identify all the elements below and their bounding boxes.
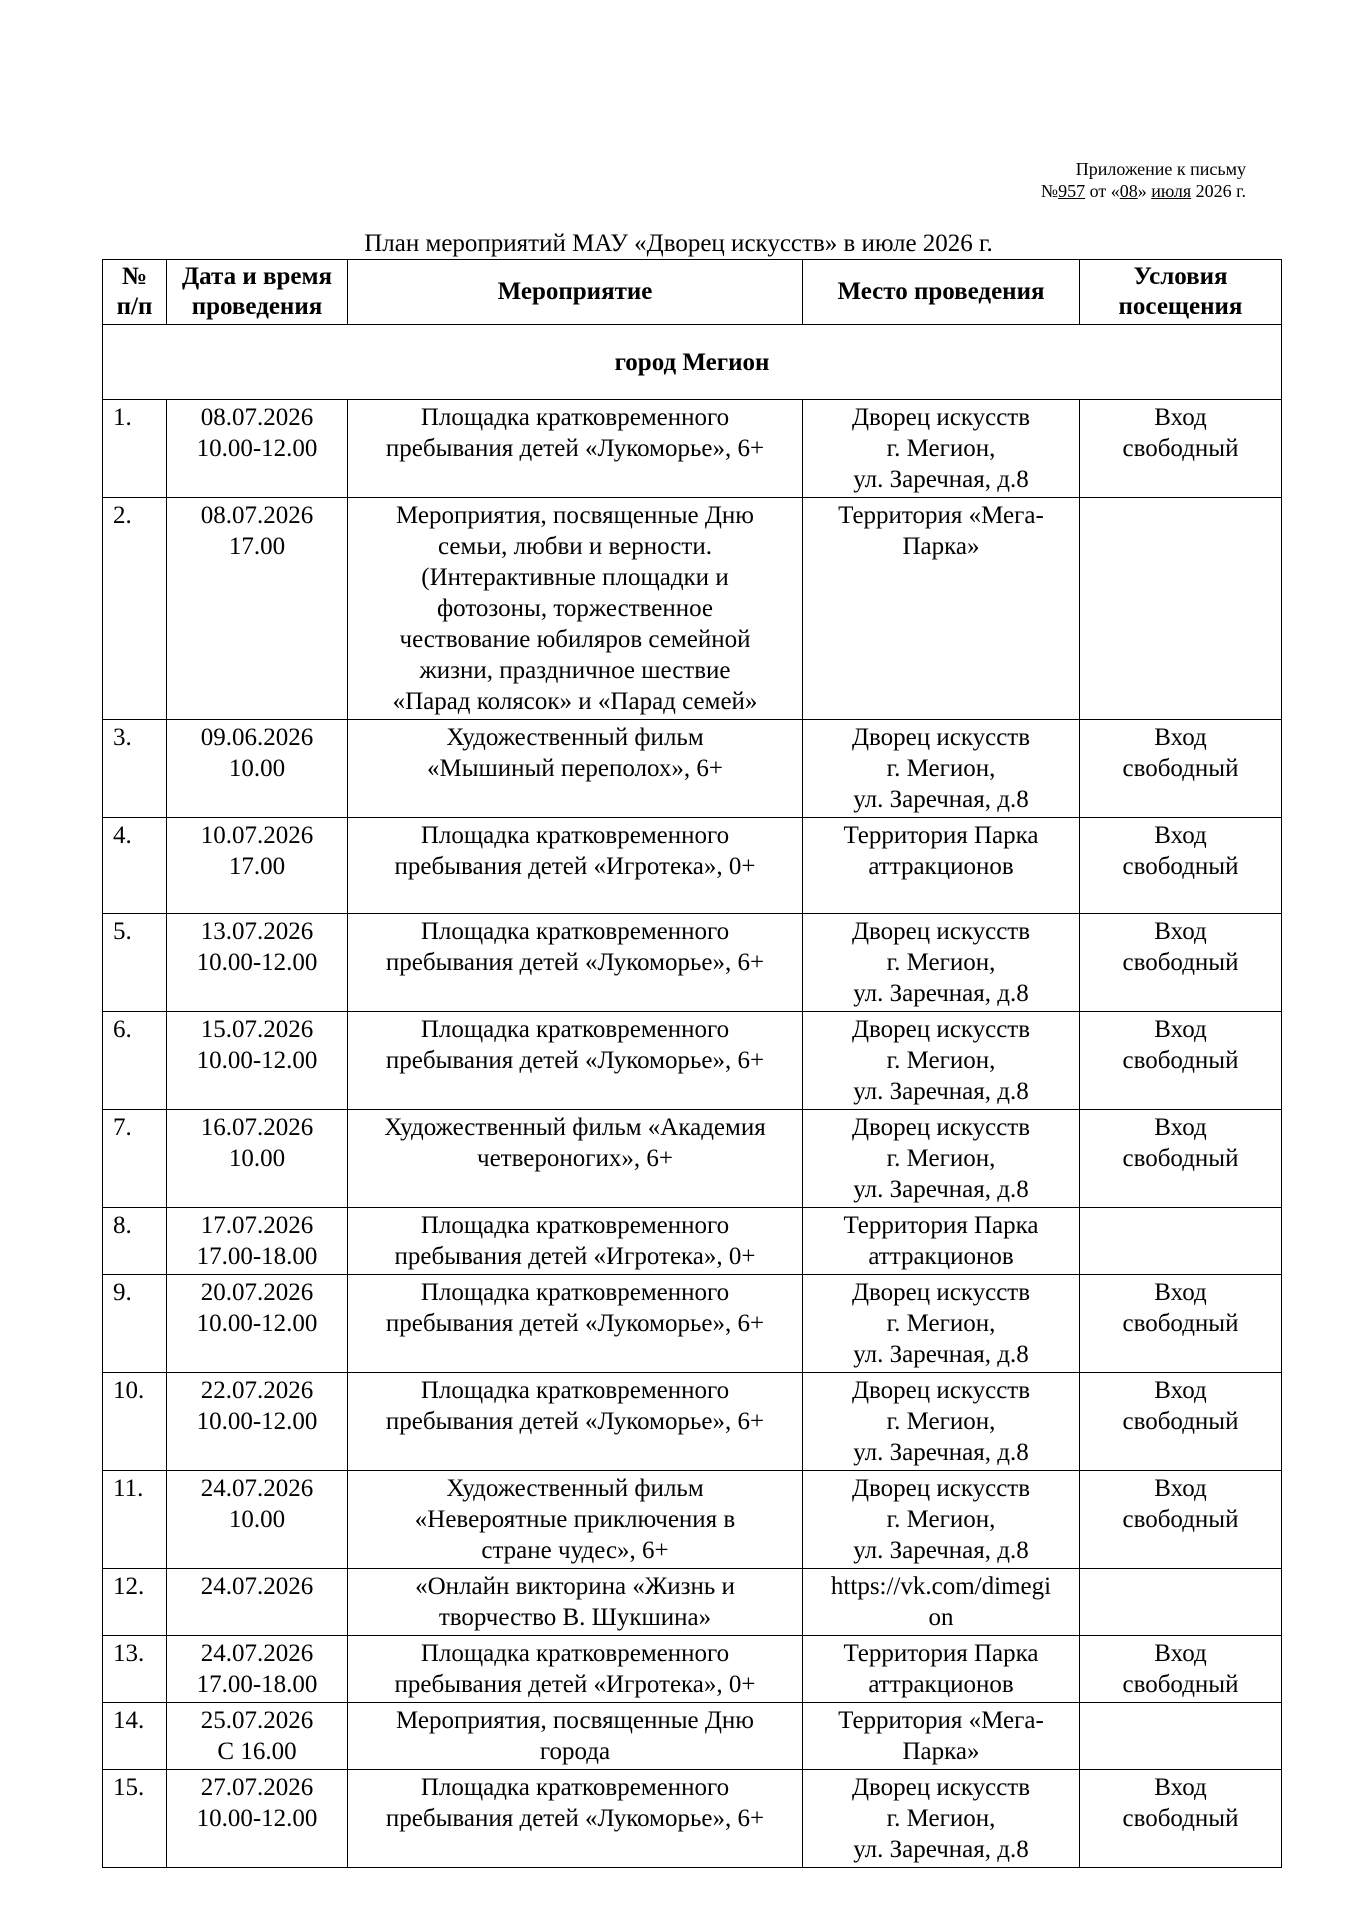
section-row	[103, 325, 1282, 400]
cell-place-line: Территория «Мега-	[838, 502, 1044, 529]
cell-conditions	[1080, 720, 1282, 818]
cell-conditions	[1080, 1373, 1282, 1471]
cell-event-line: Площадка кратковременного	[420, 822, 730, 849]
cell-place	[803, 1569, 1080, 1636]
cell-place-line: г. Мегион,	[886, 1047, 996, 1074]
cell-place-line: Территория «Мега-	[838, 1707, 1044, 1734]
cell-conditions-line: свободный	[1122, 1047, 1239, 1074]
letter-number-prefix: №	[1040, 181, 1059, 201]
cell-conditions-line: свободный	[1122, 755, 1239, 782]
cell-date-line: 13.07.2026	[200, 918, 314, 945]
cell-place	[803, 1110, 1080, 1208]
cell-date-line: 10.00-12.00	[196, 1805, 318, 1832]
cell-place-line: Территория Парка	[843, 1212, 1039, 1239]
cell-num: 8.	[103, 1208, 167, 1275]
cell-place-line: ул. Заречная, д.8	[853, 1176, 1029, 1203]
cell-event-line: творчество В. Шукшина»	[438, 1604, 712, 1631]
cell-event-line: пребывания детей «Лукоморье», 6+	[385, 435, 765, 462]
cell-date-line: 17.00	[228, 533, 286, 560]
cell-conditions	[1080, 1275, 1282, 1373]
cell-conditions-line: Вход	[1154, 1016, 1207, 1043]
cell-conditions-line: свободный	[1122, 435, 1239, 462]
cell-date-line: 17.07.2026	[200, 1212, 314, 1239]
cell-conditions	[1080, 1110, 1282, 1208]
cell-event-line: «Онлайн викторина «Жизнь и	[415, 1573, 735, 1600]
cell-num: 9.	[103, 1275, 167, 1373]
cell-conditions-line: свободный	[1122, 949, 1239, 976]
cell-conditions-line: свободный	[1122, 1310, 1239, 1337]
table-row	[103, 498, 1282, 720]
cell-place	[803, 720, 1080, 818]
letter-day: 08	[1119, 181, 1138, 201]
cell-place-line: ул. Заречная, д.8	[853, 980, 1029, 1007]
cell-place-line: Дворец искусств	[851, 1114, 1031, 1141]
cell-date	[167, 498, 348, 720]
cell-event-line: Площадка кратковременного	[420, 1774, 730, 1801]
cell-date	[167, 1569, 348, 1636]
cell-event-line: Площадка кратковременного	[420, 1640, 730, 1667]
cell-date-line: 24.07.2026	[200, 1475, 314, 1502]
cell-event	[348, 1636, 803, 1703]
document-title: План мероприятий МАУ «Дворец искусств» в июле 2026 г.	[364, 230, 993, 257]
cell-num: 1.	[103, 400, 167, 498]
cell-date-line: 17.00-18.00	[196, 1671, 318, 1698]
letter-number: 957	[1058, 181, 1086, 201]
cell-date	[167, 1275, 348, 1373]
cell-date	[167, 1703, 348, 1770]
cell-date-line: 25.07.2026	[200, 1707, 314, 1734]
cell-event-line: пребывания детей «Игротека», 0+	[394, 1243, 756, 1270]
cell-date	[167, 1636, 348, 1703]
cell-date-line: 10.00-12.00	[196, 1310, 318, 1337]
cell-place	[803, 1770, 1080, 1868]
cell-num: 11.	[103, 1471, 167, 1569]
cell-event	[348, 1703, 803, 1770]
cell-conditions	[1080, 400, 1282, 498]
header-date-line: проведения	[191, 293, 323, 320]
header-conditions-line: Условия	[1133, 263, 1228, 290]
cell-conditions	[1080, 818, 1282, 914]
header-conditions	[1080, 260, 1282, 325]
table-row	[103, 1471, 1282, 1569]
table-row	[103, 1373, 1282, 1471]
cell-event-line: стране чудес», 6+	[481, 1537, 669, 1564]
cell-event-line: Площадка кратковременного	[420, 1279, 730, 1306]
cell-event-line: пребывания детей «Лукоморье», 6+	[385, 1805, 765, 1832]
cell-date-line: 10.00-12.00	[196, 435, 318, 462]
cell-num: 14.	[103, 1703, 167, 1770]
header-event: Мероприятие	[348, 260, 803, 325]
cell-place-line: Дворец искусств	[851, 1279, 1031, 1306]
header-date	[167, 260, 348, 325]
cell-date	[167, 1208, 348, 1275]
letter-from-word: от «	[1085, 181, 1120, 201]
table-row	[103, 1110, 1282, 1208]
table-row	[103, 1012, 1282, 1110]
cell-conditions-line: свободный	[1122, 1805, 1239, 1832]
cell-event	[348, 1110, 803, 1208]
cell-date-line: 08.07.2026	[200, 404, 314, 431]
cell-event-line: пребывания детей «Лукоморье», 6+	[385, 1310, 765, 1337]
cell-event-line: Художественный фильм «Академия	[384, 1114, 766, 1141]
cell-event	[348, 914, 803, 1012]
appendix-line: Приложение к письму	[1075, 159, 1246, 179]
cell-conditions	[1080, 1471, 1282, 1569]
cell-place-line: Дворец искусств	[851, 1475, 1031, 1502]
header-num-line: №	[121, 263, 148, 290]
section-title: город Мегион	[103, 325, 1282, 400]
table-header-row	[103, 260, 1282, 325]
cell-num: 2.	[103, 498, 167, 720]
cell-place-line: on	[928, 1604, 954, 1631]
cell-conditions-line: свободный	[1122, 1671, 1239, 1698]
cell-conditions-line: Вход	[1154, 1114, 1207, 1141]
cell-event	[348, 1275, 803, 1373]
cell-conditions-line: свободный	[1122, 1506, 1239, 1533]
cell-num: 7.	[103, 1110, 167, 1208]
cell-event-line: Художественный фильм	[446, 724, 704, 751]
appendix-note	[1041, 158, 1246, 202]
cell-place-line: Парка»	[902, 1738, 980, 1765]
cell-place-line: ул. Заречная, д.8	[853, 1836, 1029, 1863]
cell-event-line: Мероприятия, посвященные Дню	[396, 1707, 754, 1734]
cell-date	[167, 1373, 348, 1471]
cell-event-line: семьи, любви и верности.	[438, 533, 712, 560]
cell-place-line: https://vk.com/dimegi	[830, 1573, 1052, 1600]
cell-num: 15.	[103, 1770, 167, 1868]
cell-date-line: 10.07.2026	[200, 822, 314, 849]
cell-conditions-line: Вход	[1154, 1377, 1207, 1404]
cell-place-line: ул. Заречная, д.8	[853, 1439, 1029, 1466]
cell-place-line: аттракционов	[868, 1243, 1014, 1270]
cell-place-line: ул. Заречная, д.8	[853, 786, 1029, 813]
table-row	[103, 400, 1282, 498]
cell-conditions	[1080, 1636, 1282, 1703]
cell-date-line: 08.07.2026	[200, 502, 314, 529]
cell-event	[348, 1373, 803, 1471]
cell-event	[348, 1770, 803, 1868]
cell-conditions-line: Вход	[1154, 724, 1207, 751]
cell-place	[803, 400, 1080, 498]
cell-event-line: Мероприятия, посвященные Дню	[396, 502, 754, 529]
cell-place-line: Дворец искусств	[851, 918, 1031, 945]
cell-conditions	[1080, 914, 1282, 1012]
letter-day-close: »	[1137, 181, 1152, 201]
cell-event-line: чествование юбиляров семейной	[399, 626, 751, 653]
cell-event-line: пребывания детей «Лукоморье», 6+	[385, 949, 765, 976]
cell-date-line: 24.07.2026	[200, 1573, 314, 1600]
cell-event-line: Площадка кратковременного	[420, 918, 730, 945]
cell-conditions-line: Вход	[1154, 1475, 1207, 1502]
cell-place-line: г. Мегион,	[886, 435, 996, 462]
header-num	[103, 260, 167, 325]
cell-place-line: ул. Заречная, д.8	[853, 1078, 1029, 1105]
cell-date-line: 27.07.2026	[200, 1774, 314, 1801]
cell-num: 12.	[103, 1569, 167, 1636]
cell-date-line: 15.07.2026	[200, 1016, 314, 1043]
header-conditions-line: посещения	[1118, 293, 1243, 320]
events-table	[102, 259, 1282, 1868]
cell-place	[803, 1703, 1080, 1770]
cell-date	[167, 1110, 348, 1208]
cell-place-line: Территория Парка	[843, 1640, 1039, 1667]
cell-conditions	[1080, 1208, 1282, 1275]
table-row	[103, 818, 1282, 914]
cell-place-line: аттракционов	[868, 1671, 1014, 1698]
cell-date-line: 17.00	[228, 853, 286, 880]
cell-num: 3.	[103, 720, 167, 818]
cell-date-line: 22.07.2026	[200, 1377, 314, 1404]
cell-date-line: 10.00	[228, 1145, 286, 1172]
cell-event-line: пребывания детей «Лукоморье», 6+	[385, 1047, 765, 1074]
cell-place-line: Дворец искусств	[851, 1774, 1031, 1801]
cell-date-line: С 16.00	[217, 1738, 297, 1765]
cell-event-line: Художественный фильм	[446, 1475, 704, 1502]
cell-conditions-line: свободный	[1122, 1145, 1239, 1172]
cell-conditions-line: Вход	[1154, 822, 1207, 849]
header-place: Место проведения	[803, 260, 1080, 325]
table-row	[103, 1636, 1282, 1703]
table-row	[103, 914, 1282, 1012]
cell-event-line: (Интерактивные площадки и	[421, 564, 729, 591]
cell-conditions	[1080, 1770, 1282, 1868]
cell-date	[167, 1770, 348, 1868]
cell-date-line: 10.00-12.00	[196, 1047, 318, 1074]
cell-place	[803, 498, 1080, 720]
cell-num: 5.	[103, 914, 167, 1012]
cell-place	[803, 1275, 1080, 1373]
cell-place-line: ул. Заречная, д.8	[853, 1341, 1029, 1368]
letter-reference	[1041, 180, 1246, 202]
cell-place-line: г. Мегион,	[886, 1408, 996, 1435]
header-num-line: п/п	[116, 293, 153, 320]
cell-event-line: «Парад колясок» и «Парад семей»	[392, 688, 758, 715]
cell-place-line: г. Мегион,	[886, 1145, 996, 1172]
cell-conditions	[1080, 498, 1282, 720]
cell-date-line: 10.00-12.00	[196, 1408, 318, 1435]
cell-event-line: пребывания детей «Игротека», 0+	[394, 1671, 756, 1698]
table-row	[103, 1569, 1282, 1636]
cell-event-line: «Невероятные приключения в	[414, 1506, 736, 1533]
cell-event	[348, 400, 803, 498]
cell-date-line: 20.07.2026	[200, 1279, 314, 1306]
cell-num: 10.	[103, 1373, 167, 1471]
cell-date-line: 17.00-18.00	[196, 1243, 318, 1270]
cell-place-line: ул. Заречная, д.8	[853, 466, 1029, 493]
cell-num: 13.	[103, 1636, 167, 1703]
cell-event	[348, 1208, 803, 1275]
cell-conditions	[1080, 1703, 1282, 1770]
table-row	[103, 1275, 1282, 1373]
cell-place	[803, 1636, 1080, 1703]
cell-date	[167, 1471, 348, 1569]
cell-place-line: г. Мегион,	[886, 1506, 996, 1533]
header-date-line: Дата и время	[181, 263, 333, 290]
letter-month: июля	[1151, 181, 1192, 201]
cell-event-line: Площадка кратковременного	[420, 1212, 730, 1239]
cell-conditions-line: Вход	[1154, 1279, 1207, 1306]
cell-date	[167, 400, 348, 498]
cell-conditions-line: Вход	[1154, 918, 1207, 945]
cell-place-line: ул. Заречная, д.8	[853, 1537, 1029, 1564]
cell-place-line: Дворец искусств	[851, 1016, 1031, 1043]
cell-date-line: 10.00	[228, 1506, 286, 1533]
cell-place	[803, 1012, 1080, 1110]
cell-conditions-line: Вход	[1154, 1774, 1207, 1801]
cell-place-line: г. Мегион,	[886, 1310, 996, 1337]
cell-place-line: Территория Парка	[843, 822, 1039, 849]
cell-event	[348, 1012, 803, 1110]
cell-num: 6.	[103, 1012, 167, 1110]
cell-event-line: Площадка кратковременного	[420, 1016, 730, 1043]
cell-date	[167, 914, 348, 1012]
table-row	[103, 720, 1282, 818]
cell-date-line: 10.00	[228, 755, 286, 782]
cell-date-line: 10.00-12.00	[196, 949, 318, 976]
cell-place-line: Парка»	[902, 533, 980, 560]
cell-place-line: Дворец искусств	[851, 724, 1031, 751]
cell-place	[803, 1208, 1080, 1275]
table-row	[103, 1770, 1282, 1868]
cell-event	[348, 1471, 803, 1569]
cell-event-line: Площадка кратковременного	[420, 404, 730, 431]
cell-conditions-line: Вход	[1154, 1640, 1207, 1667]
table-row	[103, 1703, 1282, 1770]
cell-conditions-line: свободный	[1122, 1408, 1239, 1435]
letter-year: 2026 г.	[1191, 181, 1246, 201]
cell-event-line: жизни, праздничное шествие	[419, 657, 731, 684]
cell-event-line: фотозоны, торжественное	[436, 595, 714, 622]
cell-num: 4.	[103, 818, 167, 914]
cell-date	[167, 818, 348, 914]
cell-date	[167, 1012, 348, 1110]
cell-place-line: г. Мегион,	[886, 755, 996, 782]
cell-place-line: аттракционов	[868, 853, 1014, 880]
cell-date-line: 09.06.2026	[200, 724, 314, 751]
cell-event-line: четвероногих», 6+	[477, 1145, 673, 1172]
cell-conditions-line: свободный	[1122, 853, 1239, 880]
cell-date-line: 24.07.2026	[200, 1640, 314, 1667]
cell-place	[803, 914, 1080, 1012]
cell-date-line: 16.07.2026	[200, 1114, 314, 1141]
cell-event	[348, 1569, 803, 1636]
cell-conditions	[1080, 1569, 1282, 1636]
cell-event-line: пребывания детей «Лукоморье», 6+	[385, 1408, 765, 1435]
cell-event-line: Площадка кратковременного	[420, 1377, 730, 1404]
cell-event-line: города	[539, 1738, 611, 1765]
table-row	[103, 1208, 1282, 1275]
cell-event-line: «Мышиный переполох», 6+	[426, 755, 724, 782]
cell-event	[348, 720, 803, 818]
cell-event	[348, 818, 803, 914]
cell-place-line: Дворец искусств	[851, 404, 1031, 431]
cell-place-line: г. Мегион,	[886, 1805, 996, 1832]
cell-date	[167, 720, 348, 818]
cell-conditions-line: Вход	[1154, 404, 1207, 431]
cell-place	[803, 1471, 1080, 1569]
cell-place-line: г. Мегион,	[886, 949, 996, 976]
cell-place	[803, 1373, 1080, 1471]
cell-conditions	[1080, 1012, 1282, 1110]
cell-place-line: Дворец искусств	[851, 1377, 1031, 1404]
cell-event	[348, 498, 803, 720]
cell-event-line: пребывания детей «Игротека», 0+	[394, 853, 756, 880]
cell-place	[803, 818, 1080, 914]
